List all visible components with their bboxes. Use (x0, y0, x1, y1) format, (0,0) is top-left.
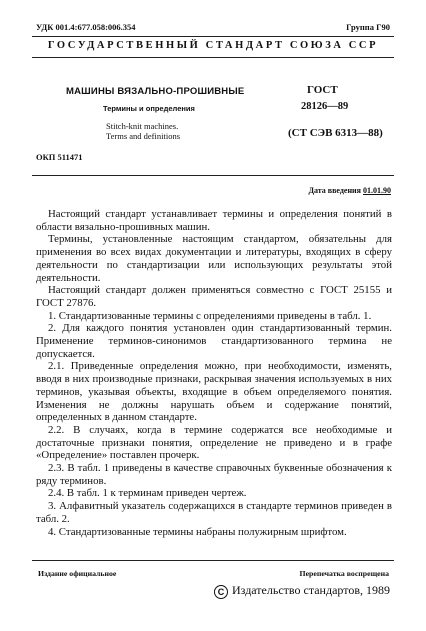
paragraph: Термины, установленные настоящим стандартом, обязательны для применения во всех видах документации и литературы, входящих в сферу деятельности по стандартизации или использующих результаты этой деятельности. (36, 233, 392, 284)
top-rule (32, 36, 394, 37)
paragraph: Настоящий стандарт должен применяться совместно с ГОСТ 25155 и ГОСТ 27876. (36, 284, 392, 309)
paragraph: 2.4. В табл. 1 к терминам приведен чертеж. (48, 487, 247, 500)
effective-date-label: Дата введения (308, 186, 361, 195)
gost-number: 28126—89 (301, 101, 349, 112)
okp-code: ОКП 511471 (36, 152, 83, 162)
standard-banner: ГОСУДАРСТВЕННЫЙ СТАНДАРТ СОЮЗА ССР (47, 40, 379, 51)
document-subtitle: Термины и определения (103, 104, 195, 113)
paragraph: 2. Для каждого понятия установлен один стандартизованный термин. Применение терминов-синонимов стандартизованного термина не допускается. (36, 322, 392, 360)
paragraph: 1. Стандартизованные термины с определениями приведены в табл. 1. (48, 309, 372, 322)
group-code: Группа Г90 (346, 22, 390, 32)
paragraph: 2.3. В табл. 1 приведены в качестве справочных буквенные обозначения к ряду терминов. (36, 462, 392, 487)
paragraph: 2.1. Приведенные определения можно, при необходимости, изменять, вводя в них производные признаки, раскрывая значения используемых в них терминов, указывая объекты, входящие в объем определяемого понятия. Изменения не должны нарушать объем и содержание понятий, определенных в данном стандарте. (36, 360, 392, 424)
english-title-line-1: Stitch-knit machines. (106, 121, 179, 131)
copyright-text: Издательство стандартов, 1989 (232, 583, 390, 597)
effective-date-value: 01.01.90 (363, 186, 391, 195)
body-text (36, 208, 392, 538)
effective-date (308, 186, 391, 195)
gost-label: ГОСТ (307, 84, 338, 96)
copyright-line (214, 583, 390, 599)
st-sev-number: (СТ СЭВ 6313—88) (288, 127, 383, 139)
udk-code: УДК 001.4:677.058:006.354 (36, 22, 136, 32)
paragraph: 4. Стандартизованные термины набраны полужирным шрифтом. (48, 525, 347, 538)
banner-rule (32, 57, 394, 58)
edition-note: Издание официальное (38, 569, 117, 578)
okp-rule (32, 175, 394, 176)
document-title: МАШИНЫ ВЯЗАЛЬНО-ПРОШИВНЫЕ (66, 86, 245, 97)
english-title-line-2: Terms and definitions (106, 131, 181, 141)
footer-rule (32, 560, 394, 561)
copyright-icon: C (214, 585, 228, 599)
paragraph: 3. Алфавитный указатель содержащихся в стандарте терминов приведен в табл. 2. (36, 500, 392, 525)
paragraph: 2.2. В случаях, когда в термине содержатся все необходимые и достаточные признаки понятия, определение не приведено и в графе «Определение» поставлен прочерк. (36, 423, 392, 462)
paragraph: Настоящий стандарт устанавливает термины и определения понятий в области вязально-прошивных машин. (36, 208, 392, 233)
reprint-note: Перепечатка воспрещена (299, 569, 389, 578)
